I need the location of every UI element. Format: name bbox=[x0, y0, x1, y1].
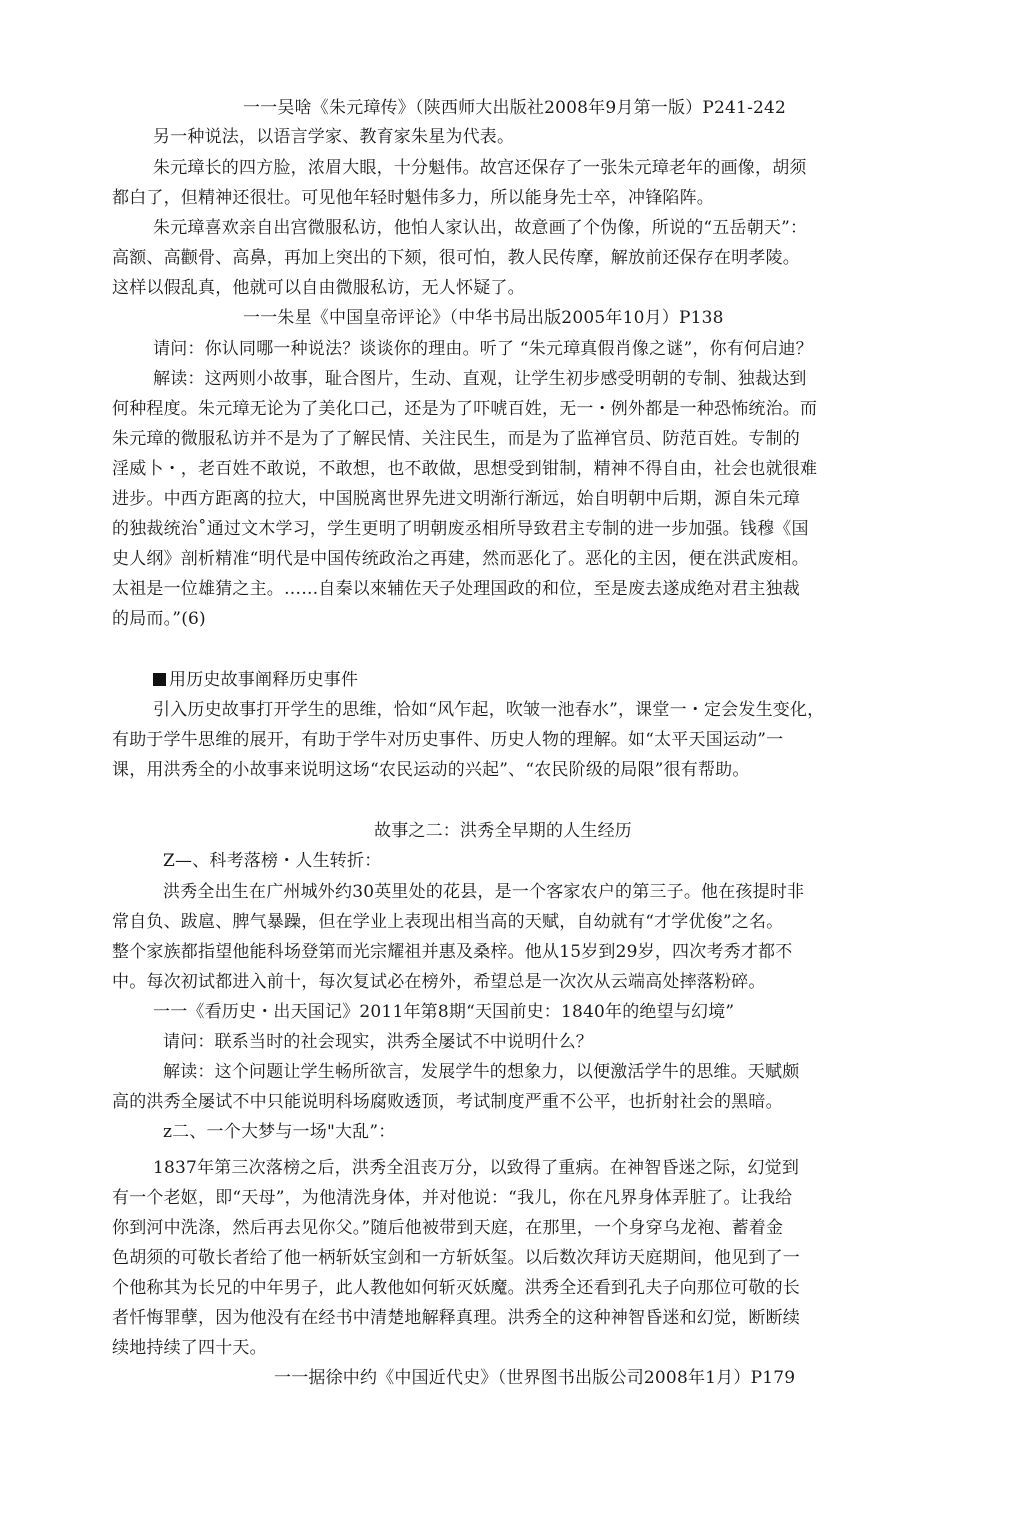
paragraph-line: 淫威卜・，老百姓不敢说，不敢想，也不敢做，思想受到钳制，精神不得自由，社会也就很难 bbox=[112, 459, 818, 479]
paragraph-line: 的局而。”(6) bbox=[112, 609, 206, 629]
paragraph-line: 个他称其为长兄的中年男子，此人教他如何斩灭妖魔。洪秀全还看到孔夫子向那位可敬的长 bbox=[112, 1278, 800, 1298]
paragraph-line: 何种程度。朱元璋无论为了美化口己，还是为了吓唬百姓，无一・例外都是一种恐怖统治。而 bbox=[112, 399, 818, 419]
paragraph-line: 引入历史故事打开学生的思维，恰如“风乍起，吹皱一池春水”，课堂一・定会发生变化， bbox=[153, 700, 825, 720]
square-bullet-icon bbox=[153, 673, 166, 686]
paragraph-line: 续地持续了四十天。 bbox=[112, 1338, 267, 1358]
paragraph-line: 洪秀全出生在广州城外约30英里处的花县，是一个客家农户的第三子。他在孩提时非 bbox=[163, 882, 805, 902]
section-heading bbox=[153, 669, 358, 691]
story-subheading: z二、一个大梦与一场"大乱”： bbox=[163, 1122, 396, 1142]
paragraph-line: 高的洪秀全屡试不中只能说明科场腐败透顶，考试制度严重不公平，也折射社会的黑暗。 bbox=[112, 1092, 783, 1112]
paragraph-line: 朱元璋喜欢亲自出宫微服私访，他怕人家认出，故意画了个伪像，所说的“五岳朝天”： bbox=[153, 218, 808, 238]
question-line: 请问：联系当时的社会现实，洪秀全屡试不中说明什么？ bbox=[163, 1032, 593, 1052]
paragraph-line: 朱元璋长的四方脸，浓眉大眼，十分魁伟。故宫还保存了一张朱元璋老年的画像，胡须 bbox=[153, 158, 807, 178]
paragraph-line: 整个家族都指望他能科场登第而光宗耀祖并惠及桑梓。他从15岁到29岁，四次考秀才都不 bbox=[112, 942, 793, 962]
paragraph-line: 你到河中洗涤，然后再去见你父。”随后他被带到天庭，在那里，一个身穿乌龙袍、蓄着金 bbox=[112, 1218, 784, 1238]
paragraph-line: 都白了，但精神还很壮。可见他年轻时魁伟多力，所以能身先士卒，冲锋陷阵。 bbox=[112, 188, 714, 208]
paragraph-line: 解读：这个问题让学生畅所欲言，发展学牛的想象力，以便激活学牛的思维。天赋颇 bbox=[163, 1062, 800, 1082]
paragraph-line: 课，用洪秀全的小故事来说明这场“农民运动的兴起”、“农民阶级的局限”很有帮助。 bbox=[112, 760, 750, 780]
paragraph-line: 者忏悔罪孽，因为他没有在经书中清楚地解释真理。洪秀全的这种神智昏迷和幻觉，断断续 bbox=[112, 1308, 800, 1328]
paragraph-line: 进步。中西方距离的拉大，中国脱离世界先进文明渐行渐远，始自明朝中后期，源自朱元璋 bbox=[112, 489, 800, 509]
paragraph-line: 常自负、跋扈、脾气暴躁，但在学业上表现出相当高的天赋，自幼就有“才学优俊”之名。 bbox=[112, 912, 784, 932]
citation-wu-han: 一一吴啥《朱元璋传》（陕西师大出版社2008年9月第一版）P241-242 bbox=[243, 98, 787, 118]
paragraph-line: 中。每次初试都进入前十，每次复试必在榜外，希望总是一次次从云端高处摔落粉碎。 bbox=[112, 972, 766, 992]
story-subheading: Z—、科考落榜・人生转折： bbox=[163, 851, 382, 871]
paragraph-line: 高额、高颧骨、高鼻，再加上突出的下颏，很可怕，教人民传摩，解放前还保存在明孝陵。 bbox=[112, 248, 800, 268]
paragraph-line: 的独裁统治˚通过文木学习，学生更明了明朝废丞相所导致君主专制的进一步加强。钱穆《国 bbox=[112, 519, 809, 539]
paragraph-line: 史人纲》剖析精准“明代是中国传统政治之再建，然而恶化了。恶化的主因，便在洪武废相。 bbox=[112, 549, 809, 569]
paragraph-line: 解读：这两则小故事，耻合图片，生动、直观，让学生初步感受明朝的专制、独裁达到 bbox=[153, 369, 807, 389]
paragraph-line: 这样以假乱真，他就可以自由微服私访，无人怀疑了。 bbox=[112, 278, 525, 298]
paragraph-line: 朱元璋的微服私访并不是为了了解民情、关注民生，而是为了监禅官员、防范百姓。专制的 bbox=[112, 429, 800, 449]
citation-zhu-xing: 一一朱星《中国皇帝评论》（中华书局出版2005年10月）P138 bbox=[243, 308, 724, 328]
citation-kan-lishi: 一一《看历史・出天国记》2011年第8期“天国前史：1840年的绝望与幻境” bbox=[153, 1002, 735, 1022]
paragraph-line: 1837年第三次落榜之后，洪秀全沮丧万分，以致得了重病。在神智昏迷之际，幻觉到 bbox=[153, 1158, 800, 1178]
story-title: 故事之二：洪秀全早期的人生经历 bbox=[374, 821, 632, 841]
paragraph-line: 有助于学牛思维的展开，有助于学牛对历史事件、历史人物的理解。如“太平天国运动”一 bbox=[112, 730, 784, 750]
paragraph-line: 色胡须的可敬长者给了他一柄斩妖宝剑和一方斩妖玺。以后数次拜访天庭期间，他见到了一 bbox=[112, 1248, 800, 1268]
section-heading-text: 用历史故事阐释历史事件 bbox=[169, 670, 359, 690]
question-line: 请问：你认同哪一种说法？谈谈你的理由。听了 “朱元璋真假肖像之谜”，你有何启迪？ bbox=[153, 339, 813, 359]
citation-xu-zhongyue: 一一据徐中约《中国近代史》（世界图书出版公司2008年1月）P179 bbox=[274, 1368, 796, 1388]
paragraph-line: 太祖是一位雄猜之主。……自秦以來辅佐天子处理国政的和位，至是废去遂成绝对君主独裁 bbox=[112, 579, 800, 599]
paragraph-line: 有一个老妪，即“天母”，为他清洗身体，并对他说：“我儿，你在凡界身体弄脏了。让我给 bbox=[112, 1188, 793, 1208]
paragraph-line: 另一种说法，以语言学家、教育家朱星为代表。 bbox=[153, 127, 515, 147]
